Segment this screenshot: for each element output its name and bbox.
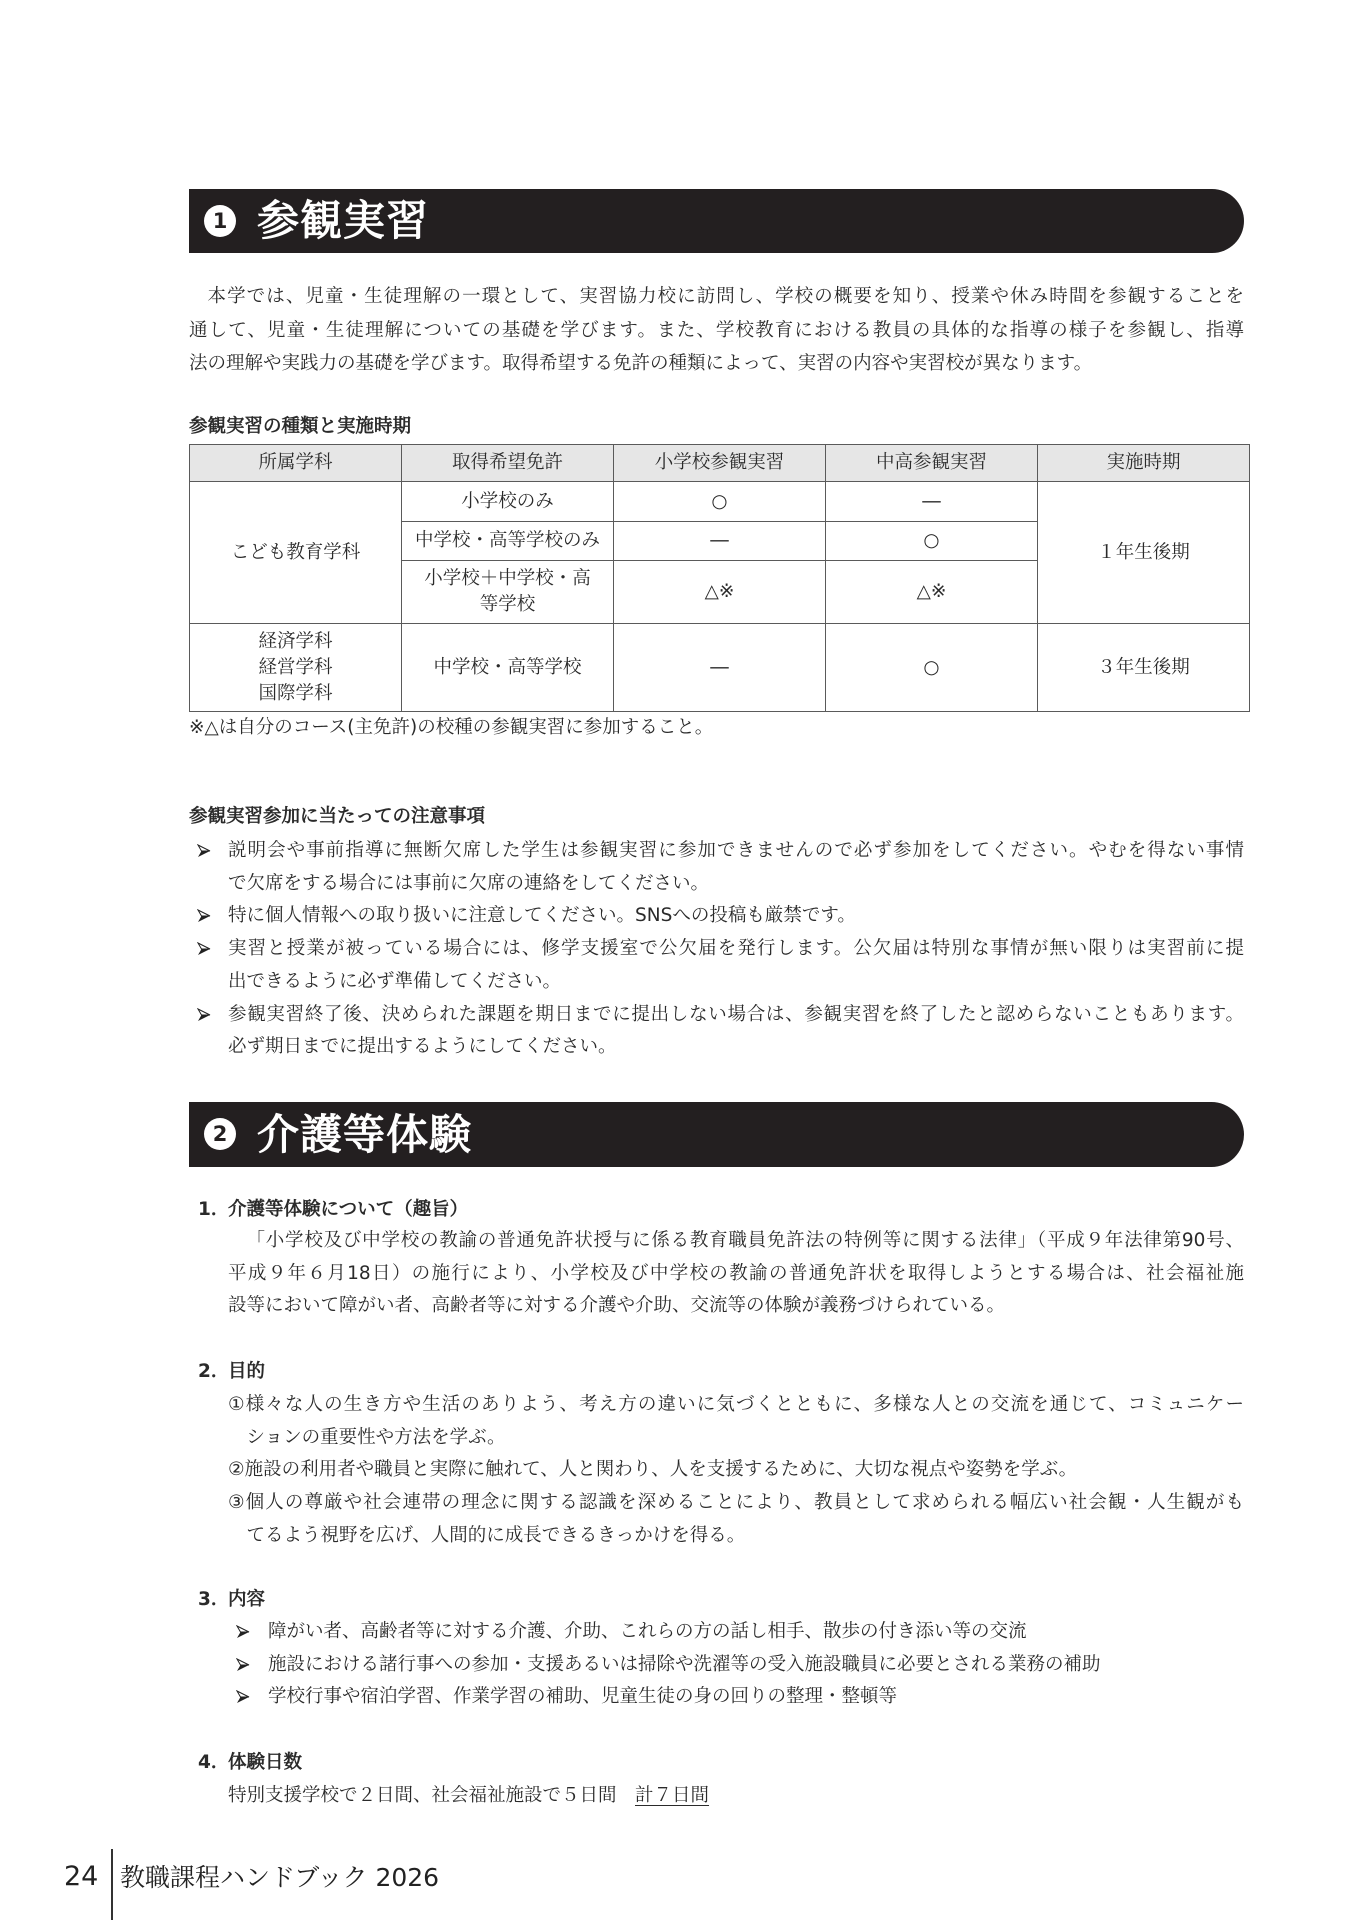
heading-number: 3．: [198, 1589, 230, 1610]
list-item: [189, 835, 1244, 900]
list-item-line: ①様々な人の生き方や生活のありよう、考え方の違いに気づくとともに、多様な人との交流を通じて、コミュニケー: [228, 1394, 1244, 1415]
table-row: [190, 482, 1250, 522]
table-row: [190, 624, 1250, 712]
list-item-line: 障がい者、高齢者等に対する介護、介助、これらの方の話し相手、散歩の付き添い等の交流: [268, 1621, 1027, 1642]
section-2-header: [189, 1102, 1244, 1167]
elementary-cell: ―: [614, 522, 826, 561]
secondary-cell: ○: [826, 624, 1038, 712]
heading-number: 2．: [198, 1361, 230, 1382]
days-breakdown: 特別支援学校で２日間、社会福祉施設で５日間: [228, 1785, 636, 1806]
heading-text: 体験日数: [228, 1752, 303, 1773]
list-item-line: 出できるように必ず準備してください。: [228, 970, 562, 992]
department-name: 国際学科: [258, 682, 333, 704]
elementary-cell: ○: [614, 482, 826, 522]
days-line: [228, 1780, 709, 1812]
list-item-line: ③個人の尊厳や社会連帯の理念に関する認識を深めることにより、教員として求められる幅広い社会観・人生観がも: [228, 1492, 1244, 1514]
list-item-line: ②施設の利用者や職員と実際に触れて、人と関わり、人を支援するために、大切な視点や姿勢を学ぶ。: [228, 1459, 1078, 1481]
list-item-line: ションの重要性や方法を学ぶ。: [246, 1426, 506, 1448]
arrowhead-bullet-icon: [197, 1008, 211, 1022]
paragraph-line: 法の理解や実践力の基礎を学びます。取得希望する免許の種類によって、実習の内容や実習校が異なります。: [189, 353, 1093, 374]
arrowhead-bullet-icon: [236, 1625, 250, 1639]
numbered-heading: [198, 1356, 265, 1388]
numbered-heading: [198, 1584, 265, 1616]
table-header-row: [190, 445, 1250, 482]
license-cell: [402, 522, 614, 561]
list-item-line: 説明会や事前指導に無断欠席した学生は参観実習に参加できませんので必ず参加をしてください。やむを得ない事情: [228, 840, 1244, 861]
table-body: [190, 482, 1250, 712]
section-number-badge: 1: [204, 205, 236, 237]
list-item: [228, 1454, 1244, 1487]
cautions-list: [189, 835, 1244, 1064]
header-secondary-practicum: 中高参観実習: [826, 445, 1038, 482]
period-cell: １年生後期: [1038, 482, 1250, 624]
license-text: 等学校: [479, 594, 536, 615]
paragraph-line: 設等において障がい者、高齢者等に対する介護や介助、交流等の体験が義務づけられている。: [228, 1295, 1006, 1316]
arrowhead-bullet-icon: [236, 1690, 250, 1704]
list-item-line: 必ず期日までに提出するようにしてください。: [228, 1036, 617, 1058]
table-note: ※△は自分のコース(主免許)の校種の参観実習に参加すること。: [189, 717, 714, 738]
list-item-line: 学校行事や宿泊学習、作業学習の補助、児童生徒の身の回りの整理・整頓等: [268, 1686, 898, 1707]
period-cell: ３年生後期: [1038, 624, 1250, 712]
license-cell: [402, 482, 614, 522]
heading-text: 介護等体験について（趣旨）: [228, 1199, 469, 1220]
numbered-heading: [198, 1747, 302, 1779]
purpose-paragraph: [228, 1225, 1244, 1323]
table-head: [190, 445, 1250, 482]
section-number-badge: 2: [204, 1118, 236, 1150]
department-name: こども教育学科: [230, 541, 361, 563]
secondary-cell: ―: [826, 482, 1038, 522]
arrowhead-bullet-icon: [197, 942, 211, 956]
department-name: 経済学科: [258, 630, 333, 652]
list-item: [189, 900, 1244, 933]
heading-number: 4．: [198, 1752, 230, 1773]
section-title: 参観実習: [257, 196, 430, 245]
days-total: 計７日間: [635, 1785, 710, 1806]
header-period: 実施時期: [1038, 445, 1250, 482]
header-license: 取得希望免許: [402, 445, 614, 482]
license-text: 中学校・高等学校のみ: [414, 530, 600, 551]
arrowhead-bullet-icon: [197, 844, 211, 858]
license-text: 小学校＋中学校・高: [424, 568, 591, 589]
section-title: 介護等体験: [257, 1110, 473, 1159]
contents-list: [189, 1616, 1244, 1714]
goals-list: [228, 1389, 1244, 1553]
intro-paragraph: [189, 280, 1244, 381]
list-item: [189, 999, 1244, 1064]
section-1-header: [189, 189, 1244, 253]
paragraph-line: 本学では、児童・生徒理解の一環として、実習協力校に訪問し、学校の概要を知り、授業や休み時間を参観することを: [207, 286, 1244, 307]
heading-text: 内容: [228, 1589, 266, 1610]
heading-number: 1．: [198, 1199, 230, 1220]
list-item-line: で欠席をする場合には事前に欠席の連絡をしてください。: [228, 872, 710, 894]
practicum-table: [189, 444, 1250, 712]
arrowhead-bullet-icon: [236, 1658, 250, 1672]
list-item: [189, 1681, 1244, 1714]
elementary-cell: ―: [614, 624, 826, 712]
list-item: [189, 1616, 1244, 1649]
list-item-line: 施設における諸行事への参加・支援あるいは掃除や洗濯等の受入施設職員に必要とされる業務の補助: [268, 1653, 1101, 1675]
elementary-cell: △※: [614, 561, 826, 624]
department-name: 経営学科: [258, 656, 333, 678]
list-item: [228, 1389, 1244, 1454]
license-text: 小学校のみ: [461, 490, 554, 512]
list-item-line: 参観実習終了後、決められた課題を期日までに提出しない場合は、参観実習を終了したと認めらないこともあります。: [228, 1003, 1244, 1025]
page-number: 24: [64, 1861, 99, 1892]
list-item: [189, 933, 1244, 998]
table-caption: 参観実習の種類と実施時期: [189, 416, 412, 437]
header-elementary-practicum: 小学校参観実習: [614, 445, 826, 482]
footer-divider: [111, 1849, 113, 1920]
cautions-title: 参観実習参加に当たっての注意事項: [189, 806, 486, 827]
list-item-line: 実習と授業が被っている場合には、修学支援室で公欠届を発行します。公欠届は特別な事情が無い限りは実習前に提: [228, 938, 1244, 960]
department-cell: [190, 624, 402, 712]
paragraph-line: 通して、児童・生徒理解についての基礎を学びます。また、学校教育における教員の具体的な指導の様子を参観し、指導: [189, 319, 1244, 341]
arrowhead-bullet-icon: [197, 909, 211, 923]
secondary-cell: △※: [826, 561, 1038, 624]
numbered-heading: [198, 1194, 468, 1226]
paragraph-line: 「小学校及び中学校の教諭の普通免許状授与に係る教育職員免許法の特例等に関する法律」（平成９年法律第90号、: [246, 1230, 1244, 1251]
list-item-line: てるよう視野を広げ、人間的に成長できるきっかけを得る。: [246, 1524, 746, 1546]
list-item: [228, 1487, 1244, 1552]
license-cell: [402, 561, 614, 624]
secondary-cell: ○: [826, 522, 1038, 561]
list-item: [189, 1649, 1244, 1682]
license-text: 中学校・高等学校: [433, 656, 582, 678]
footer-title: 教職課程ハンドブック 2026: [120, 1863, 440, 1892]
license-cell: [402, 624, 614, 712]
department-cell: [190, 482, 402, 624]
header-department: 所属学科: [190, 445, 402, 482]
paragraph-line: 平成９年６月18日）の施行により、小学校及び中学校の教諭の普通免許状を取得しようとする場合は、社会福祉施: [228, 1262, 1244, 1284]
list-item-line: 特に個人情報への取り扱いに注意してください。SNSへの投稿も厳禁です。: [228, 905, 856, 927]
heading-text: 目的: [228, 1361, 266, 1382]
